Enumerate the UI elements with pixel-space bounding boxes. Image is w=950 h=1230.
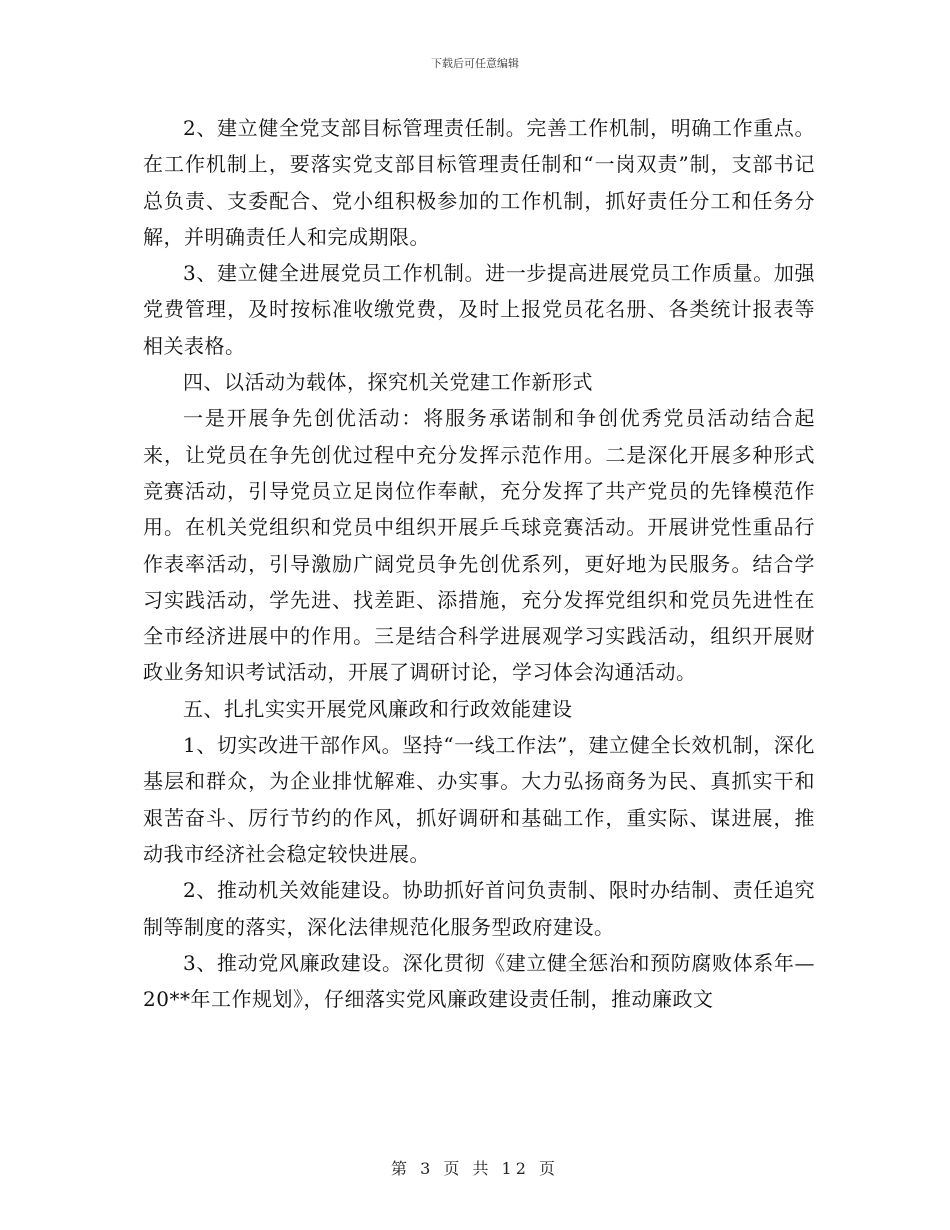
page-header-note: 下载后可任意编辑 — [431, 57, 519, 70]
paragraph-anti-corruption: 3、推动党风廉政建设。深化贯彻《建立健全惩治和预防腐败体系年—20**年工作规划》，仔细落实党风廉政建设责任制，推动廉政文 — [143, 950, 815, 1012]
paragraph-member-development-mechanism: 3、建立健全进展党员工作机制。进一步提高进展党员工作质量。加强党费管理，及时按标准收缴党费，及时上报党员花名册、各类统计报表等相关表格。 — [143, 261, 815, 358]
page-number: 第 3 页 共 12 页 — [391, 1159, 559, 1178]
paragraph-activities: 一是开展争先创优活动：将服务承诺制和争创优秀党员活动结合起来，让党员在争先创优过程中充分发挥示范作用。二是深化开展多种形式竞赛活动，引导党员立足岗位作奉献，充分发挥了共产党员的先锋模范作用。在机关党组织和党员中组织开展乒乓球竞赛活动。开展讲党性重品行作表率活动，引导激励广阔党员争先创优系列，更好地为民服务。结合学习实践活动，学先进、找差距、添措施，充分发挥党组织和党员先进性在全市经济进展中的作用。三是结合科学进展观学习实践活动，组织开展财政业务知识考试活动，开展了调研讨论，学习体会沟通活动。 — [143, 406, 815, 685]
paragraph-organ-efficiency: 2、推动机关效能建设。协助抓好首问负责制、限时办结制、责任追究制等制度的落实，深化法律规范化服务型政府建设。 — [143, 878, 815, 939]
document-body — [143, 110, 815, 1017]
paragraph-party-branch-target-responsibility: 2、建立健全党支部目标管理责任制。完善工作机制，明确工作重点。在工作机制上，要落实党支部目标管理责任制和“一岗双责”制，支部书记总负责、支委配合、党小组积极参加的工作机制，抓好责任分工和任务分解，并明确责任人和完成期限。 — [143, 116, 815, 249]
section-heading-four: 四、以活动为载体，探究机关党建工作新形式 — [183, 370, 593, 395]
paragraph-improve-cadre-style: 1、切实改进干部作风。坚持“一线工作法”，建立健全长效机制，深化基层和群众，为企业排忧解难、办实事。大力弘扬商务为民、真抓实干和艰苦奋斗、厉行节约的作风，抓好调研和基础工作，重实际、谋进展，推动我市经济社会稳定较快进展。 — [143, 733, 815, 866]
section-heading-five: 五、扎扎实实开展党风廉政和行政效能建设 — [183, 696, 573, 721]
